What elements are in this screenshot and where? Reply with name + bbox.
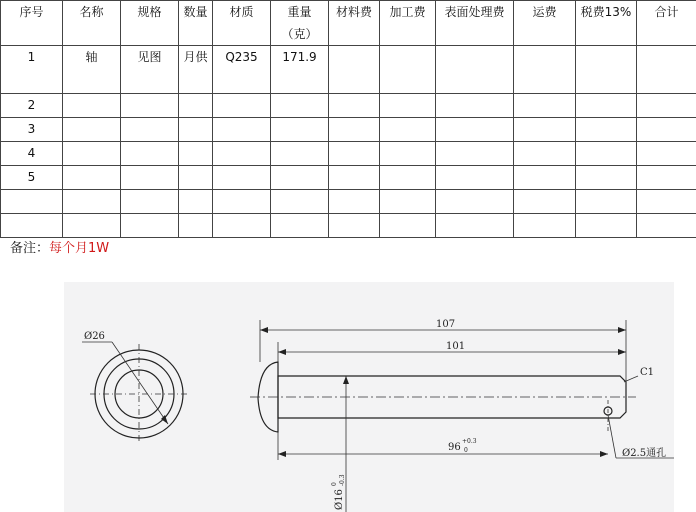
table-cell — [1, 214, 63, 238]
table-cell — [637, 214, 696, 238]
table-cell — [380, 190, 436, 214]
remark-line — [10, 241, 109, 257]
table-cell — [121, 94, 179, 118]
table-cell — [213, 142, 271, 166]
table-cell — [514, 214, 576, 238]
table-cell — [329, 142, 380, 166]
arrow-96-right — [600, 451, 608, 457]
table-cell: 4 — [1, 142, 63, 166]
header-seq: 序号 — [1, 1, 63, 46]
arrow-dia16-top — [343, 376, 349, 384]
table-cell: 3 — [1, 118, 63, 142]
table-cell — [271, 190, 329, 214]
table-cell — [637, 118, 696, 142]
table-row — [1, 46, 696, 94]
label-101: 101 — [446, 341, 466, 352]
table-cell — [436, 94, 514, 118]
table-cell — [179, 142, 213, 166]
table-cell — [63, 118, 121, 142]
table-cell — [380, 118, 436, 142]
table-cell — [436, 142, 514, 166]
table-cell — [1, 190, 63, 214]
table-cell — [514, 166, 576, 190]
table-cell — [63, 94, 121, 118]
table-cell — [329, 214, 380, 238]
table-cell — [380, 214, 436, 238]
arrow-101-right — [618, 349, 626, 355]
table-cell — [63, 142, 121, 166]
table-cell — [637, 166, 696, 190]
table-cell — [514, 190, 576, 214]
label-dia16-tol-lower: -0.3 — [339, 474, 346, 486]
table-cell: 2 — [1, 94, 63, 118]
label-c1: C1 — [640, 367, 655, 378]
table-cell — [271, 166, 329, 190]
table-cell — [637, 142, 696, 166]
table-cell — [576, 142, 637, 166]
table-cell — [121, 190, 179, 214]
table-cell — [329, 166, 380, 190]
table-row — [1, 142, 696, 166]
table-cell — [436, 118, 514, 142]
table-cell — [63, 190, 121, 214]
table-row — [1, 166, 696, 190]
table-cell — [637, 190, 696, 214]
arrow-101-left — [278, 349, 286, 355]
leader-hole — [608, 415, 616, 458]
table-row — [1, 214, 696, 238]
header-name: 名称 — [63, 1, 121, 46]
table-row — [1, 190, 696, 214]
table-row — [1, 94, 696, 118]
table-cell: 见图 — [121, 46, 179, 94]
table-cell — [179, 214, 213, 238]
table-cell — [271, 214, 329, 238]
table-cell — [271, 118, 329, 142]
header-surface-cost: 表面处理费 — [436, 1, 514, 46]
table-cell — [576, 166, 637, 190]
table-cell — [436, 46, 514, 94]
table-cell — [63, 166, 121, 190]
remark-value: 每个月1W — [49, 241, 110, 256]
table-cell — [329, 94, 380, 118]
quote-table — [0, 0, 696, 238]
table-cell — [380, 142, 436, 166]
table-cell — [213, 118, 271, 142]
header-material: 材质 — [213, 1, 271, 46]
table-cell — [179, 118, 213, 142]
label-96-tol-lower: 0 — [464, 447, 468, 454]
table-cell — [514, 118, 576, 142]
header-spec: 规格 — [121, 1, 179, 46]
label-hole: Ø2.5通孔 — [622, 448, 667, 459]
table-cell — [121, 214, 179, 238]
header-processing-cost: 加工费 — [380, 1, 436, 46]
table-cell — [121, 166, 179, 190]
table-cell — [271, 94, 329, 118]
header-freight: 运费 — [514, 1, 576, 46]
table-cell — [63, 214, 121, 238]
table-cell — [576, 214, 637, 238]
table-cell — [329, 190, 380, 214]
table-cell — [380, 46, 436, 94]
table-cell — [380, 94, 436, 118]
label-107: 107 — [436, 319, 456, 330]
header-weight: 重量（克） — [271, 1, 329, 46]
header-material-cost: 材料费 — [329, 1, 380, 46]
table-cell — [213, 190, 271, 214]
table-cell — [213, 94, 271, 118]
table-cell — [213, 166, 271, 190]
table-cell: Q235 — [213, 46, 271, 94]
label-96-tol-upper: +0.3 — [462, 438, 477, 445]
header-total: 合计 — [637, 1, 696, 46]
table-cell — [436, 166, 514, 190]
header-qty: 数量 — [179, 1, 213, 46]
table-cell: 171.9 — [271, 46, 329, 94]
table-cell — [514, 46, 576, 94]
remark-label: 备注： — [10, 241, 50, 256]
table-cell — [329, 118, 380, 142]
table-cell — [121, 142, 179, 166]
table-cell: 5 — [1, 166, 63, 190]
arrow-96-left — [278, 451, 286, 457]
arrow-dia26 — [161, 415, 168, 424]
table-row — [1, 118, 696, 142]
header-tax: 税费13% — [576, 1, 637, 46]
table-cell — [576, 118, 637, 142]
arrow-107-right — [618, 327, 626, 333]
table-cell: 月供 — [179, 46, 213, 94]
table-cell — [637, 46, 696, 94]
table-cell — [271, 142, 329, 166]
table-cell — [213, 214, 271, 238]
label-dia16: Ø16 — [334, 489, 345, 510]
label-dia16-tol-upper: 0 — [331, 482, 338, 486]
table-cell — [179, 190, 213, 214]
leader-dia26 — [112, 342, 168, 424]
table-cell — [121, 118, 179, 142]
table-header-row — [1, 1, 696, 46]
engineering-drawing — [64, 282, 674, 512]
table-cell — [380, 166, 436, 190]
table-cell: 1 — [1, 46, 63, 94]
table-cell — [179, 94, 213, 118]
table-cell — [329, 46, 380, 94]
arrow-107-left — [260, 327, 268, 333]
table-cell — [514, 94, 576, 118]
table-cell — [576, 94, 637, 118]
table-cell — [576, 46, 637, 94]
label-96: 96 — [448, 442, 461, 453]
table-cell — [179, 166, 213, 190]
table-cell — [436, 214, 514, 238]
table-cell: 轴 — [63, 46, 121, 94]
table-cell — [436, 190, 514, 214]
table-cell — [576, 190, 637, 214]
table-cell — [514, 142, 576, 166]
label-dia26: Ø26 — [84, 331, 105, 342]
table-cell — [637, 94, 696, 118]
shaft-drawing-svg — [64, 282, 674, 512]
